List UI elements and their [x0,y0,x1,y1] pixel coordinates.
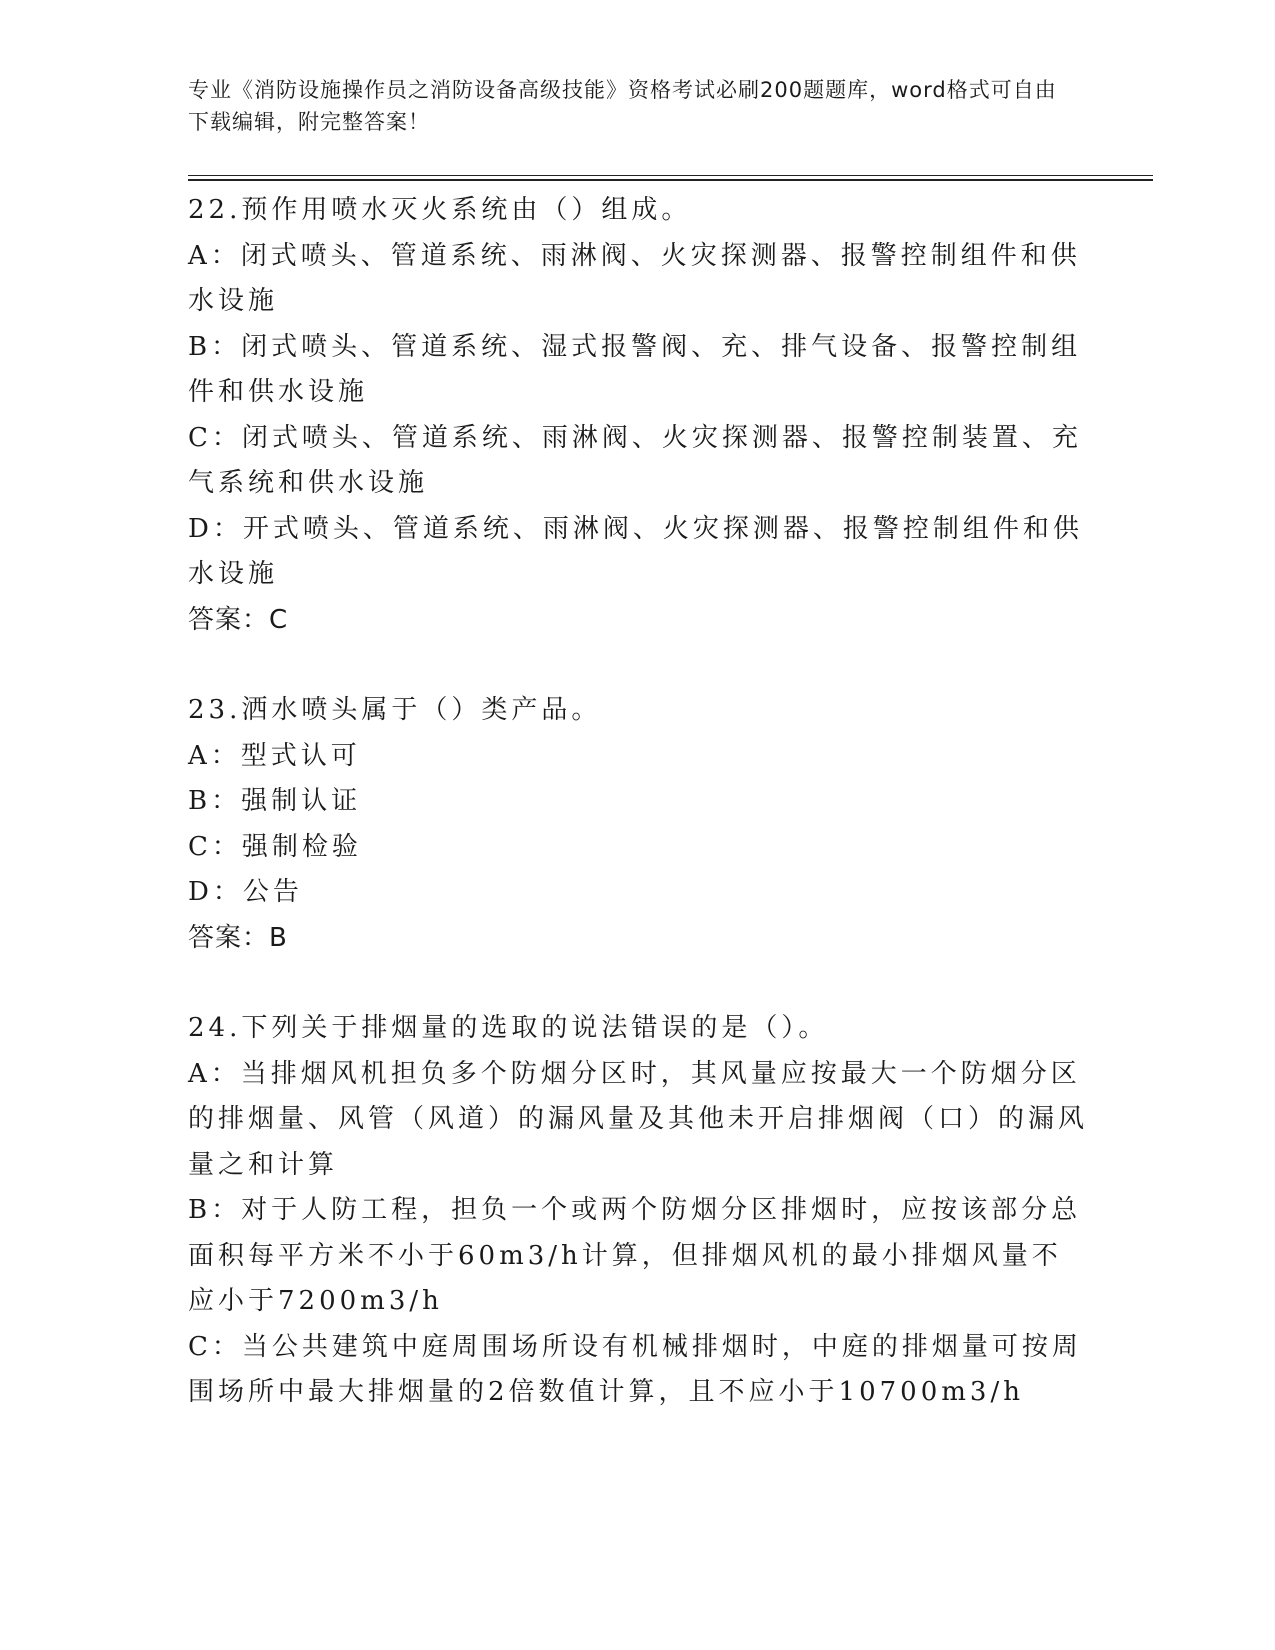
option-b: B：闭式喷头、管道系统、湿式报警阀、充、排气设备、报警控制组件和供水设施 [188,331,1082,407]
option-c: C：强制检验 [188,831,362,862]
option-a: A：型式认可 [188,740,361,771]
answer-label: 答案：C [188,604,289,635]
option-d: D：开式喷头、管道系统、雨淋阀、火灾探测器、报警控制组件和供水设施 [188,513,1083,589]
option-c: C：当公共建筑中庭周围场所设有机械排烟时，中庭的排烟量可按周围场所中最大排烟量的2倍数值计算，且不应小于10700m3/h [188,1331,1082,1407]
option-b: B：对于人防工程，担负一个或两个防烟分区排烟时，应按该部分总面积每平方米不小于60m3/h计算，但排烟风机的最小排烟风量不应小于7200m3/h [188,1195,1082,1316]
question-stem: 22.预作用喷水灭火系统由（）组成。 [188,195,692,225]
option-a: A：当排烟风机担负多个防烟分区时，其风量应按最大一个防烟分区的排烟量、风管（风道）的漏风量及其他未开启排烟阀（口）的漏风量之和计算 [188,1058,1089,1180]
question-stem: 23.洒水喷头属于（）类产品。 [188,695,602,725]
option-d: D：公告 [188,877,303,907]
document-header: 专业《消防设施操作员之消防设备高级技能》资格考试必刷200题题库，word格式可自由下载编辑，附完整答案！ [188,78,1057,134]
question-24 [188,1006,1088,1416]
answer-label: 答案：B [188,922,288,953]
question-stem: 24.下列关于排烟量的选取的说法错误的是（）。 [188,1013,829,1043]
option-b: B：强制认证 [188,786,362,816]
question-list [188,188,1088,1461]
option-c: C：闭式喷头、管道系统、雨淋阀、火灾探测器、报警控制装置、充气系统和供水设施 [188,422,1082,498]
question-23 [188,688,1088,961]
header-divider-thick [188,179,1153,181]
option-a: A：闭式喷头、管道系统、雨淋阀、火灾探测器、报警控制组件和供水设施 [188,240,1081,316]
question-22 [188,188,1088,643]
header-divider-thin [188,175,1153,176]
